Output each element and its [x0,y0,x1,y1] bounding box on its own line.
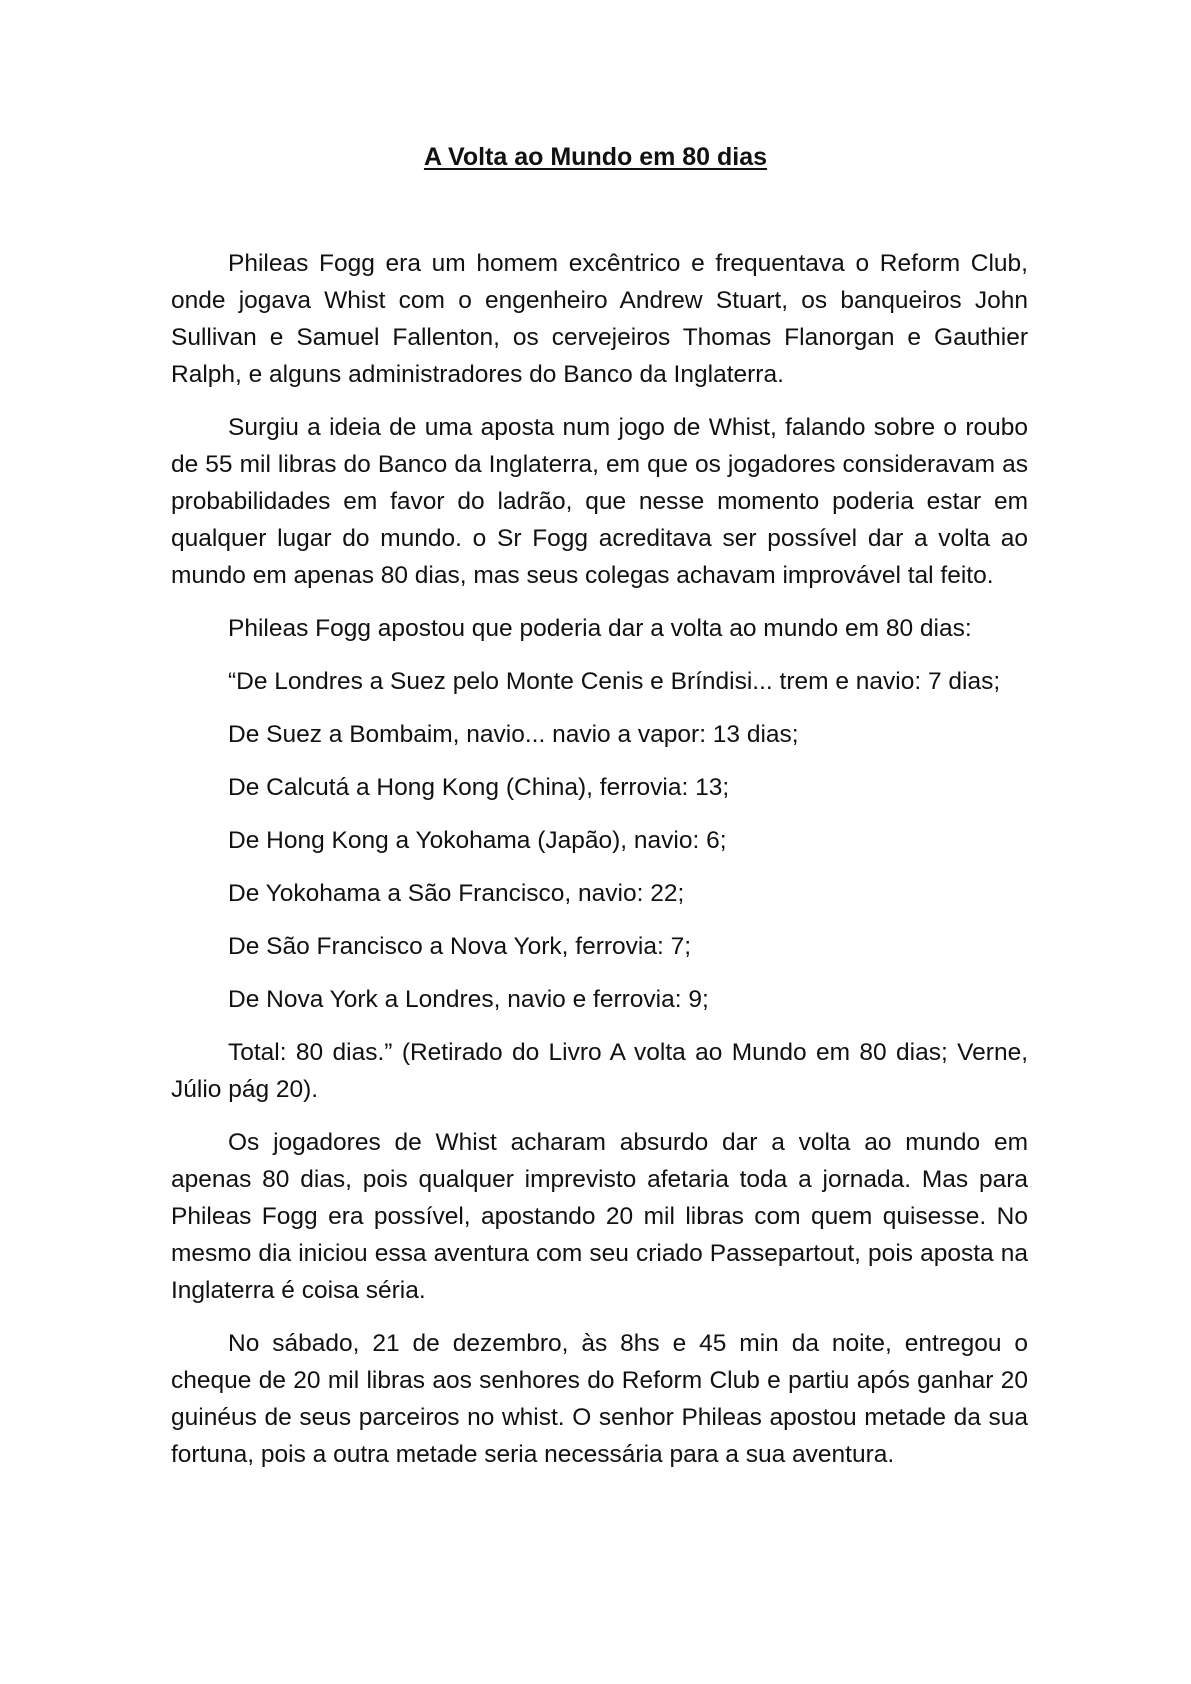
itinerary-line: De Yokohama a São Francisco, navio: 22; [228,880,685,907]
itinerary-line: De Nova York a Londres, navio e ferrovia: 9; [228,986,709,1013]
paragraph-bet-idea: Surgiu a ideia de uma aposta num jogo de Whist, falando sobre o roubo de 55 mil libras do Banco da Inglaterra, em que os jogadores consideravam as probabilidades em favor do ladrão, que nesse momento poderia estar em qualquer lugar do mundo. o Sr Fogg acreditava ser possível dar a volta ao mundo em apenas 80 dias, mas seus colegas achavam improvável tal feito. [171,414,1028,589]
itinerary-line: De Suez a Bombaim, navio... navio a vapor: 13 dias; [228,721,799,748]
itinerary-line: De Calcutá a Hong Kong (China), ferrovia: 13; [228,774,730,801]
document-body [171,245,1028,1489]
paragraph-departure: No sábado, 21 de dezembro, às 8hs e 45 min da noite, entregou o cheque de 20 mil libras aos senhores do Reform Club e partiu após ganhar 20 guinéus de seus parceiros no whist. O senhor Phileas apostou metade da sua fortuna, pois a outra metade seria necessária para a sua aventura. [171,1330,1028,1468]
itinerary-line: “De Londres a Suez pelo Monte Cenis e Bríndisi... trem e navio: 7 dias; [228,668,1001,695]
document-title: A Volta ao Mundo em 80 dias [423,143,768,171]
itinerary-line: De Hong Kong a Yokohama (Japão), navio: 6; [228,827,727,854]
paragraph-players-reaction: Os jogadores de Whist acharam absurdo dar a volta ao mundo em apenas 80 dias, pois qualquer imprevisto afetaria toda a jornada. Mas para Phileas Fogg era possível, apostando 20 mil libras com quem quisesse. No mesmo dia iniciou essa aventura com seu criado Passepartout, pois aposta na Inglaterra é coisa séria. [171,1129,1028,1304]
paragraph-bet-statement: Phileas Fogg apostou que poderia dar a volta ao mundo em 80 dias: [228,615,972,642]
paragraph-total: Total: 80 dias.” (Retirado do Livro A volta ao Mundo em 80 dias; Verne, Júlio pág 20). [171,1039,1028,1103]
itinerary-line: De São Francisco a Nova York, ferrovia: 7; [228,933,691,960]
paragraph-intro: Phileas Fogg era um homem excêntrico e frequentava o Reform Club, onde jogava Whist com o engenheiro Andrew Stuart, os banqueiros John Sullivan e Samuel Fallenton, os cervejeiros Thomas Flanorgan e Gauthier Ralph, e alguns administradores do Banco da Inglaterra. [171,250,1028,388]
